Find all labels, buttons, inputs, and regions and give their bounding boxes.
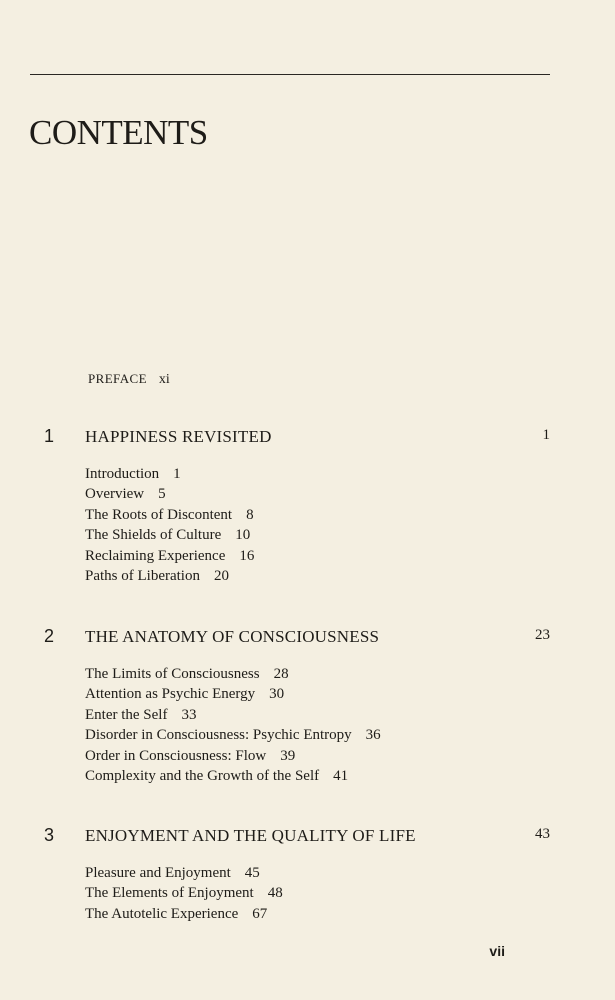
preface-page: xi [158,372,170,387]
section-page: 8 [246,506,254,523]
section-page: 1 [173,466,181,482]
section-page: 20 [213,567,229,584]
section-list [85,666,381,788]
section-entry [85,865,283,885]
section-entry [85,727,381,747]
section-list [85,466,254,588]
section-title: The Elements of Enjoyment [85,885,254,902]
section-page: 41 [333,767,349,784]
chapter-page: 43 [535,826,550,842]
section-title: Paths of Liberation [85,567,200,584]
chapter-number: 2 [44,626,55,646]
section-page: 48 [267,885,283,902]
chapter-number: 1 [44,426,55,446]
section-title: The Roots of Discontent [85,506,233,523]
section-page: 45 [244,865,260,881]
section-title: Complexity and the Growth of the Self [85,767,320,784]
section-title: The Shields of Culture [85,527,222,544]
section-title: Overview [85,486,145,503]
chapter-page: 1 [542,427,550,443]
section-page: 10 [235,527,251,544]
section-title: Order in Consciousness: Flow [85,747,267,764]
section-entry [85,906,283,926]
section-page: 5 [158,486,166,503]
chapter-title: ENJOYMENT AND THE QUALITY OF LIFE [85,826,416,845]
section-title: Disorder in Consciousness: Psychic Entropy [85,727,352,744]
section-page: 16 [239,547,255,564]
header-rule [30,74,550,75]
page-folio: vii [489,943,505,959]
section-entry [85,707,381,727]
chapter-title: THE ANATOMY OF CONSCIOUSNESS [85,627,380,646]
section-entry [85,666,381,686]
preface-entry [88,371,170,388]
preface-label: PREFACE [88,371,147,386]
section-page: 33 [181,706,197,723]
section-entry [85,548,254,568]
section-entry [85,885,283,905]
section-page: 36 [365,727,381,744]
section-page: 39 [280,747,296,764]
section-entry [85,686,381,706]
section-list [85,865,283,926]
section-entry [85,568,254,588]
section-entry [85,507,254,527]
section-page: 28 [273,666,289,682]
chapter-title: HAPPINESS REVISITED [85,427,272,446]
section-title: The Autotelic Experience [85,905,239,922]
section-title: Enter the Self [85,706,168,723]
page-title: CONTENTS [29,113,208,152]
section-title: The Limits of Consciousness [85,666,260,682]
chapter-page: 23 [535,627,550,643]
section-title: Attention as Psychic Energy [85,686,256,703]
section-title: Reclaiming Experience [85,547,226,564]
section-title: Introduction [85,466,160,482]
section-entry [85,466,254,486]
section-title: Pleasure and Enjoyment [85,865,231,881]
section-entry [85,527,254,547]
section-page: 67 [252,905,268,922]
section-entry [85,768,381,788]
chapter-number: 3 [44,825,55,845]
section-entry [85,486,254,506]
section-page: 30 [269,686,285,703]
section-entry [85,748,381,768]
